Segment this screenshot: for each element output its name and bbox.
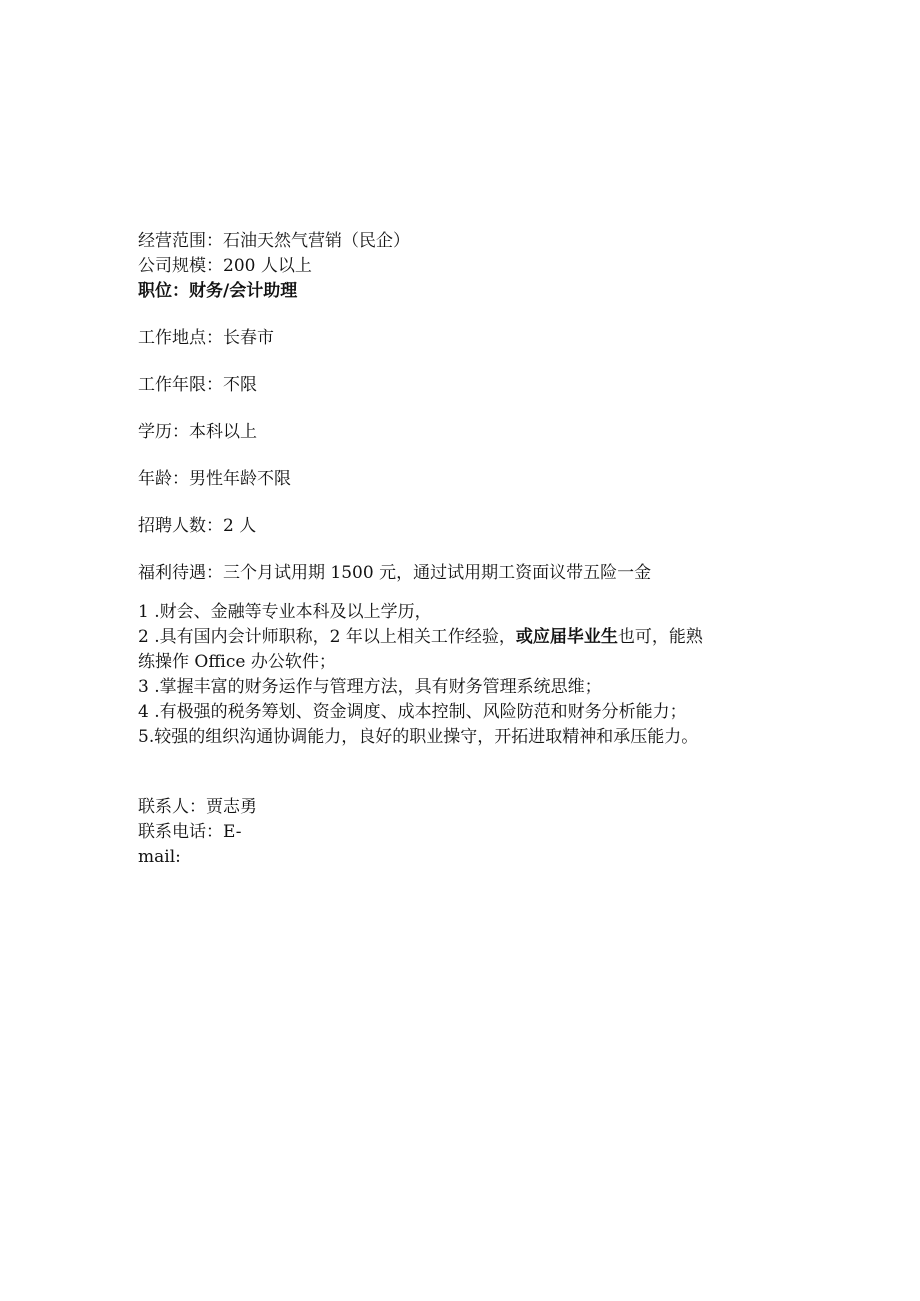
- requirement-2-continued: 练操作 Office 办公软件；: [138, 652, 336, 672]
- business-scope: 经营范围：石油天然气营销（民企）: [138, 231, 410, 251]
- education: 学历：本科以上: [138, 422, 257, 442]
- position-title: 职位：财务/会计助理: [138, 281, 298, 301]
- requirement-2-part-b: 也可，能熟: [617, 627, 703, 647]
- job-posting: [138, 229, 778, 870]
- benefits: 福利待遇：三个月试用期 1500 元，通过试用期工资面议带五险一金: [138, 563, 652, 583]
- contact-email: mail:: [138, 847, 181, 867]
- requirement-2: [138, 625, 778, 650]
- requirement-2-bold: 或应届毕业生: [515, 627, 618, 647]
- headcount: 招聘人数：2 人: [138, 516, 257, 536]
- contact-phone: 联系电话：E-: [138, 822, 242, 842]
- requirement-3: 3 .掌握丰富的财务运作与管理方法，具有财务管理系统思维；: [138, 677, 602, 697]
- requirement-2-part-a: 2 .具有国内会计师职称，2 年以上相关工作经验，: [138, 627, 516, 647]
- requirement-5: 5.较强的组织沟通协调能力，良好的职业操守，开拓进取精神和承压能力。: [138, 727, 699, 747]
- work-experience: 工作年限：不限: [138, 375, 257, 395]
- requirement-4: 4 .有极强的税务筹划、资金调度、成本控制、风险防范和财务分析能力；: [138, 702, 687, 722]
- work-location: 工作地点：长春市: [138, 328, 274, 348]
- contact-person: 联系人：贾志勇: [138, 797, 257, 817]
- age-requirement: 年龄：男性年龄不限: [138, 469, 291, 489]
- requirement-1: 1 .财会、金融等专业本科及以上学历，: [138, 602, 432, 622]
- company-scale: 公司规模：200 人以上: [138, 256, 312, 276]
